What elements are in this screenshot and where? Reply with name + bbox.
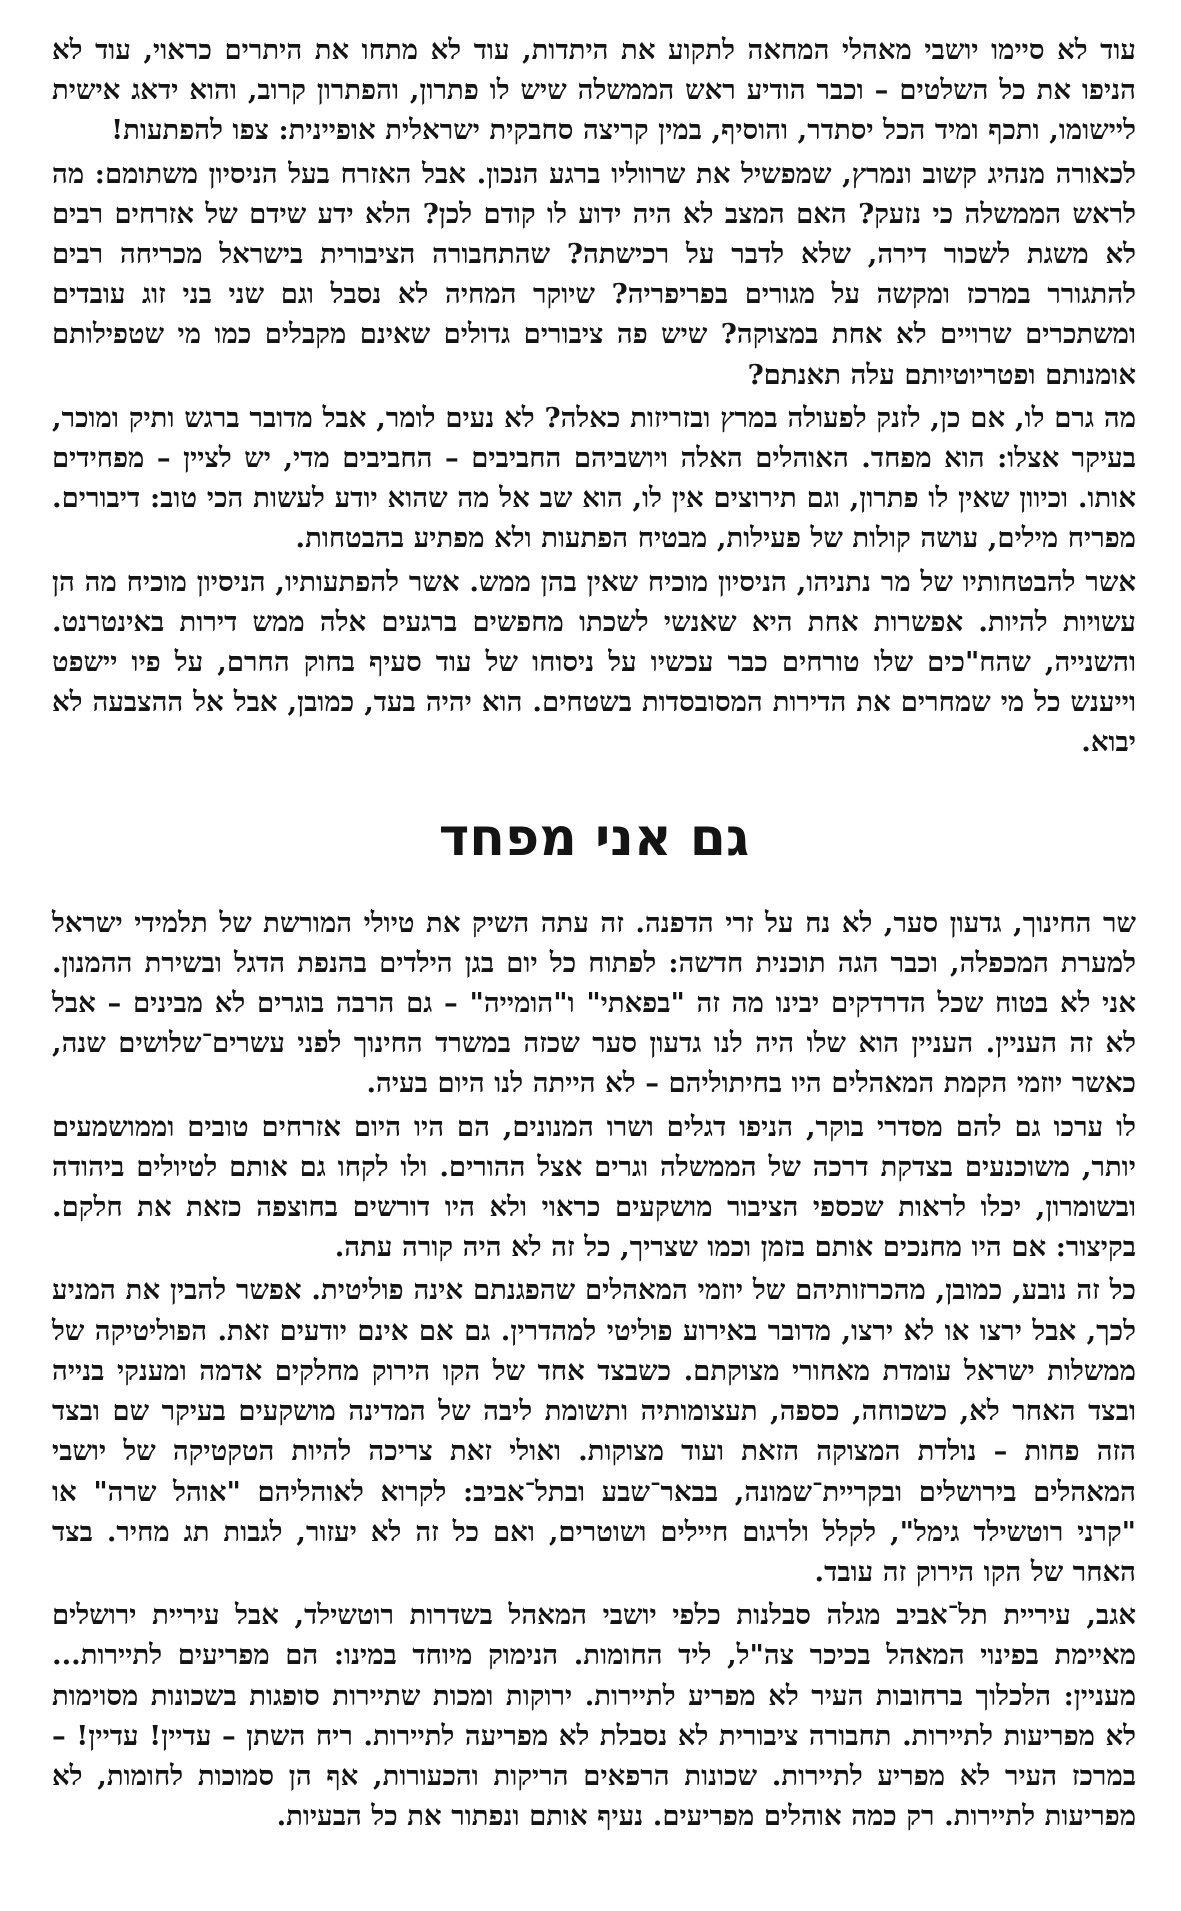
article-page	[52, 30, 1136, 1839]
paragraph: אגב, עיריית תל־אביב מגלה סבלנות כלפי יושבי המאהל בשדרות רוטשילד, אבל עיריית ירושלים מאיימת בפינוי המאהל בכיכר צה"ל, ליד החומות. הנימוק מיוחד במינו: הם מפריעים לתיירות... מעניין: הלכלוך ברחובות העיר לא מפריע לתיירות. ירוקות ומכות שתיירות סופגות בשכונות מסוימות לא מפריעות לתיירות. תחבורה ציבורית לא נסבלת לא מפריעה לתיירות. ריח השתן – עדיין! עדיין! – במרכז העיר לא מפריע לתיירות. שכונות הרפאים הריקות והכעורות, אף הן סמוכות לחומות, לא מפריעות לתיירות. רק כמה אוהלים מפריעים. נעיף אותם ונפתור את כל הבעיות.	[52, 1599, 1136, 1833]
paragraph: עוד לא סיימו יושבי מאהלי המחאה לתקוע את היתדות, עוד לא מתחו את היתרים כראוי, עוד לא הניפו את כל השלטים – וכבר הודיע ראש הממשלה שיש לו פתרון, והפתרון קרוב, והוא ידאג אישית ליישומו, ותכף ומיד הכל יסתדר, והוסיף, במין קריצה סחבקית ישראלית אופיינית: צפו להפתעות!	[52, 34, 1136, 147]
section-heading: גם אני מפחד	[438, 807, 750, 868]
paragraph: כל זה נובע, כמובן, מהכרזותיהם של יוזמי המאהלים שהפגנתם אינה פוליטית. אפשר להבין את המניע לכך, אבל ירצו או לא ירצו, מדובר באירוע פוליטי למהדרין. גם אם אינם יודעים זאת. הפוליטיקה של ממשלות ישראל עומדת מאחורי מצוקתם. כשבצד אחד של הקו הירוק מחלקים אדמה ומענקי בנייה ובצד האחר לא, כשכוחה, כספה, תעצומותיה ותשומת ליבה של המדינה מושקעים בעיקר שם ובצד הזה פחות – נולדת המצוקה הזאת ועוד מצוקות. ואולי זאת צריכה להיות הטקטיקה של יושבי המאהלים בירושלים ובקריית־שמונה, בבאר־שבע ובתל־אביב: לקרוא לאוהליהם "אוהל שרה" או "קרני רוטשילד גימל", לקלל ולרגום חיילים ושוטרים, ואם כל זה לא יעזור, לגבות תג מחיר. בצד האחר של הקו הירוק זה עובד.	[52, 1274, 1136, 1588]
paragraph: לו ערכו גם להם מסדרי בוקר, הניפו דגלים ושרו המנונים, הם היו היום אזרחים טובים וממושמעים יותר, משוכנעים בצדקת דרכה של הממשלה וגרים אצל ההורים. ולו לקחו גם אותם לטיולים ביהודה ובשומרון, יכלו לראות שכספי הציבור מושקעים כראוי ולא היו דורשים בחוצפה כזאת את חלקם. בקיצור: אם היו מחנכים אותם בזמן וכמו שצריך, כל זה לא היה קורה עתה.	[52, 1110, 1136, 1264]
paragraph: שר החינוך, גדעון סער, לא נח על זרי הדפנה. זה עתה השיק את טיולי המורשת של תלמידי ישראל למערת המכפלה, וכבר הגה תוכנית חדשה: לפתוח כל יום בגן הילדים בהנפת הדגל ובשירת ההמנון. אני לא בטוח שכל הדרדקים יבינו מה זה "בפאתי" ו"הומייה" – גם הרבה בוגרים לא מבינים – אבל לא זה העניין. העניין הוא שלו היה לנו גדעון סער שכזה במשרד החינוך לפני עשרים־שלושים שנה, כאשר יוזמי הקמת המאהלים היו בחיתוליהם – לא הייתה לנו היום בעיה.	[52, 906, 1136, 1100]
paragraph: לכאורה מנהיג קשוב ונמרץ, שמפשיל את שרווליו ברגע הנכון. אבל האזרח בעל הניסיון משתומם: מה לראש הממשלה כי נזעק? האם המצב לא היה ידוע לו קודם לכן? הלא ידע שידם של אזרחים רבים לא משגת לשכור דירה, שלא לדבר על רכישתה? שהתחבורה הציבורית בישראל מכריחה רבים להתגורר במרכז ומקשה על מגורים בפריפריה? שיוקר המחיה לא נסבל וגם שני בני זוג עובדים ומשתכרים שרויים לא אחת במצוקה? שיש פה ציבורים גדולים שאינם מקבלים כמו מי שטפילותם אומנותם ופטריוטיותם עלה תאנתם?	[52, 157, 1136, 391]
paragraph: מה גרם לו, אם כן, לזנק לפעולה במרץ ובזריזות כאלה? לא נעים לומר, אבל מדובר ברגש ותיק ומוכר, בעיקר אצלו: הוא מפחד. האוהלים האלה ויושביהם החביבים – החביבים מדי, יש לציין – מפחידים אותו. וכיוון שאין לו פתרון, וגם תירוצים אין לו, הוא שב אל מה שהוא יודע לעשות הכי טוב: דיבורים. מפריח מילים, עושה קולות של פעילות, מבטיח הפתעות ולא מפתיע בהבטחות.	[52, 401, 1136, 555]
article-section-intro	[52, 30, 1136, 763]
paragraph: אשר להבטחותיו של מר נתניהו, הניסיון מוכיח שאין בהן ממש. אשר להפתעותיו, הניסיון מוכיח מה הן עשויות להיות. אפשרות אחת היא שאנשי לשכתו מחפשים ברגעים אלה ממש דירות באינטרנט. והשנייה, שהח"כים שלו טורחים כבר עכשיו על ניסוחו של עוד סעיף בחוק החרם, על פיו יישפט וייענש כל מי שמחרים את הדירות המסובסדות בשטחים. הוא יהיה בעד, כמובן, אבל אל ההצבעה לא יבוא.	[52, 565, 1136, 759]
article-section-second	[52, 903, 1136, 1837]
